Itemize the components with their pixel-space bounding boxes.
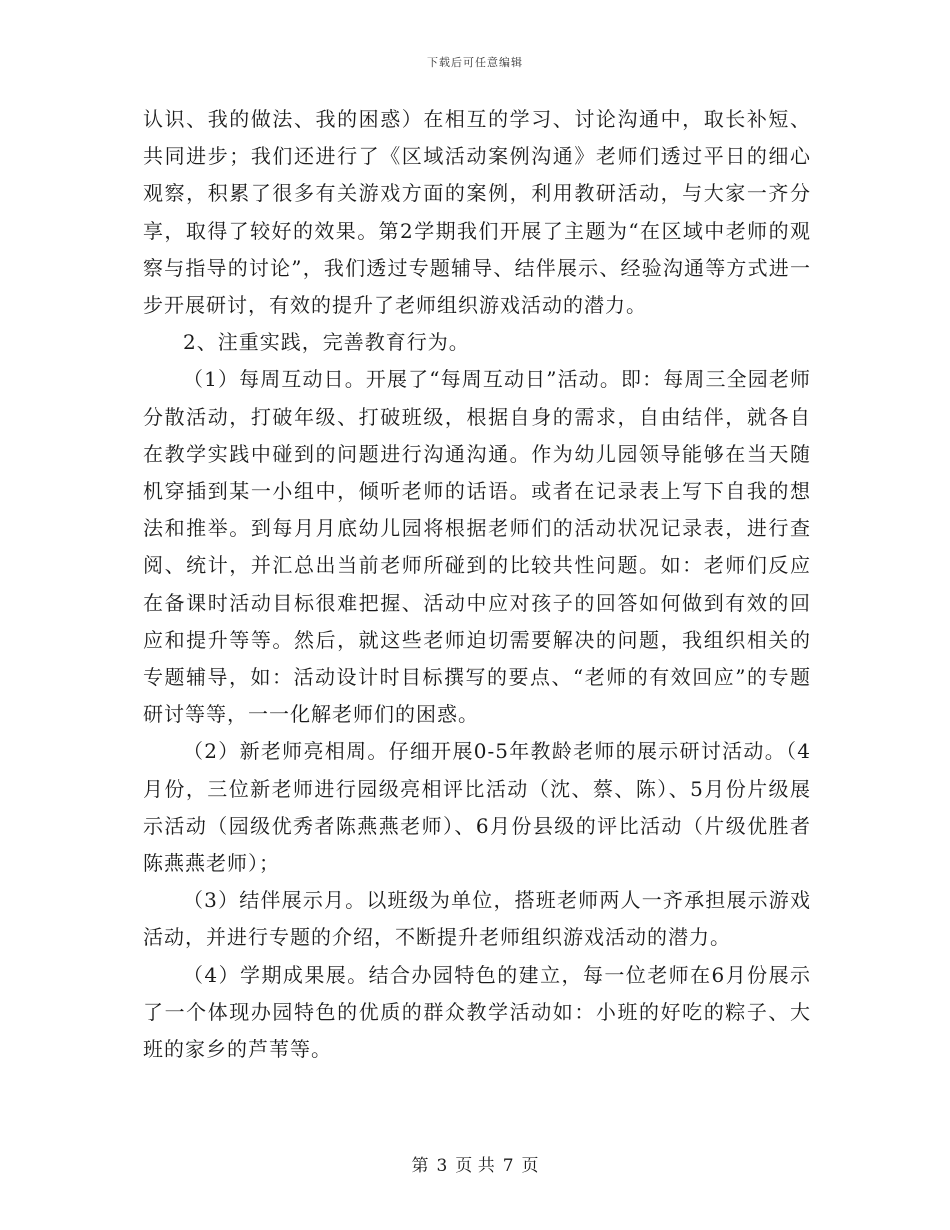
document-body	[143, 101, 811, 1068]
paragraph-continuation: 认识、我的做法、我的困惑）在相互的学习、讨论沟通中，取长补短、共同进步；我们还进行了《区域活动案例沟通》老师们透过平日的细心观察，积累了很多有关游戏方面的案例，利用教研活动，与大家一齐分享，取得了较好的效果。第2学期我们开展了主题为“在区域中老师的观察与指导的讨论”，我们透过专题辅导、结伴展示、经验沟通等方式进一步开展研讨，有效的提升了老师组织游戏活动的潜力。	[143, 107, 811, 318]
footer-current-page: 3	[436, 1156, 448, 1176]
footer-total-pages: 7	[502, 1156, 514, 1176]
paragraph-item-2: （2）新老师亮相周。仔细开展0-5年教龄老师的展示研讨活动。（4月份，三位新老师进行园级亮相评比活动（沈、蔡、陈）、5月份片级展示活动（园级优秀者陈燕燕老师）、6月份县级的评比活动（片级优胜者陈燕燕老师）；	[143, 739, 811, 876]
footer-middle: 页 共	[455, 1156, 495, 1176]
paragraph-item-4: （4）学期成果展。结合办园特色的建立，每一位老师在6月份展示了一个体现办园特色的优质的群众教学活动如：小班的好吃的粽子、大班的家乡的芦苇等。	[143, 962, 811, 1062]
footer-suffix: 页	[521, 1156, 539, 1176]
paragraph-item-1: （1）每周互动日。开展了“每周互动日”活动。即：每周三全园老师分散活动，打破年级、打破班级，根据自身的需求，自由结伴，就各自在教学实践中碰到的问题进行沟通沟通。作为幼儿园领导能够在当天随机穿插到某一小组中，倾听老师的话语。或者在记录表上写下自我的想法和推举。到每月月底幼儿园将根据老师们的活动状况记录表，进行查阅、统计，并汇总出当前老师所碰到的比较共性问题。如：老师们反应在备课时活动目标很难把握、活动中应对孩子的回答如何做到有效的回应和提升等等。然后，就这些老师迫切需要解决的问题，我组织相关的专题辅导，如：活动设计时目标撰写的要点、“老师的有效回应”的专题研讨等等，一一化解老师们的困惑。	[143, 367, 811, 727]
paragraph-section-heading: 2、注重实践，完善教育行为。	[183, 330, 470, 355]
paragraph-item-3: （3）结伴展示月。以班级为单位，搭班老师两人一齐承担展示游戏活动，并进行专题的介绍，不断提升老师组织游戏活动的潜力。	[143, 888, 811, 950]
page-header: 下载后可任意编辑	[427, 56, 523, 69]
footer-prefix: 第	[411, 1156, 429, 1176]
page-footer	[0, 1151, 950, 1176]
